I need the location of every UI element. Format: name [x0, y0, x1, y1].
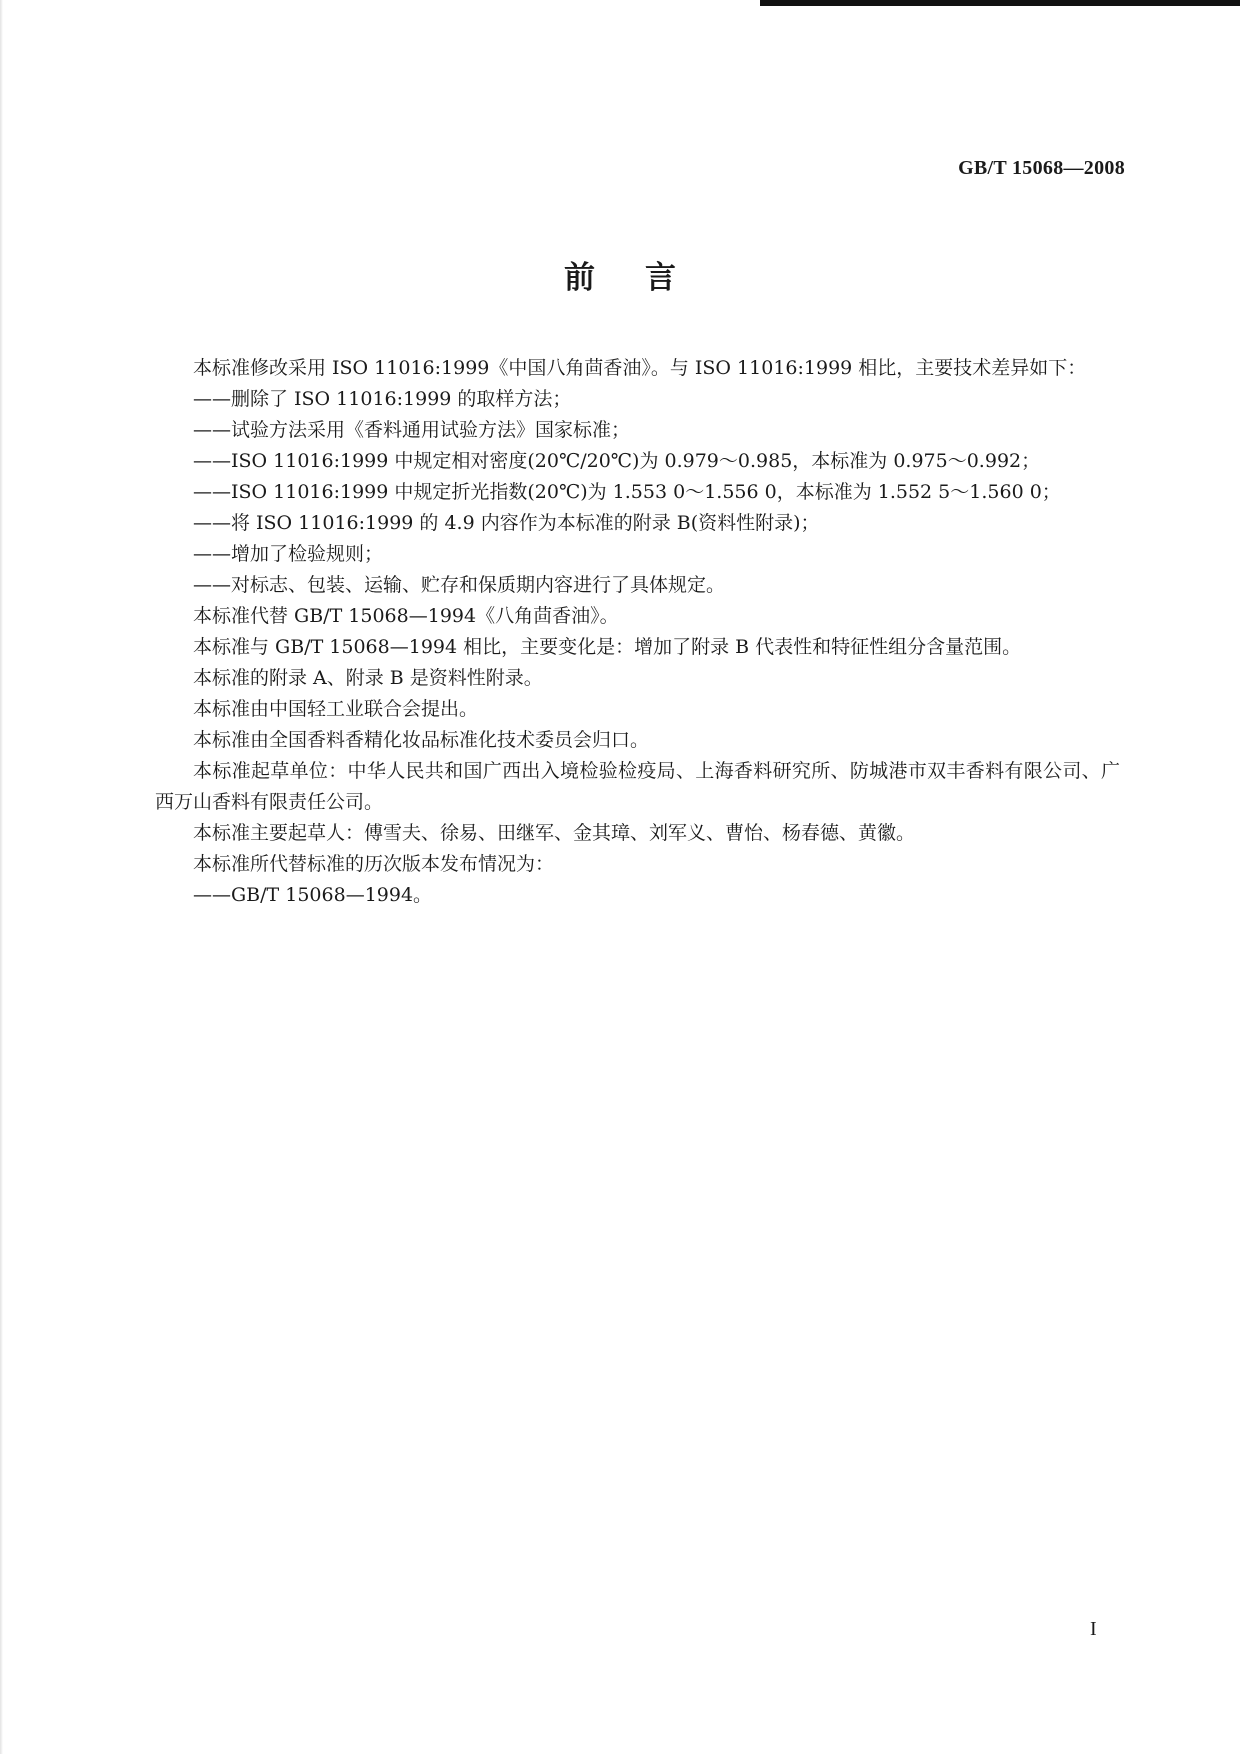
replaces-paragraph: 本标准代替 GB/T 15068—1994《八角茴香油》。 [193, 605, 619, 627]
difference-item: ——对标志、包装、运输、贮存和保质期内容进行了具体规定。 [193, 574, 726, 596]
drafting-units-paragraph: 本标准起草单位：中华人民共和国广西出入境检验检疫局、上海香料研究所、防城港市双丰香料有限公司、广西万山香料有限责任公司。 [155, 760, 1120, 813]
top-rule [760, 0, 1240, 6]
intro-paragraph: 本标准修改采用 ISO 11016:1999《中国八角茴香油》。与 ISO 11016:1999 相比，主要技术差异如下： [193, 357, 1087, 379]
changes-paragraph: 本标准与 GB/T 15068—1994 相比，主要变化是：增加了附录 B 代表性和特征性组分含量范围。 [193, 636, 1022, 658]
history-heading-paragraph: 本标准所代替标准的历次版本发布情况为： [193, 853, 555, 875]
drafters-paragraph: 本标准主要起草人：傅雪夫、徐易、田继军、金其璋、刘军义、曹怡、杨春德、黄徽。 [193, 822, 916, 844]
difference-item: ——ISO 11016:1999 中规定折光指数(20℃)为 1.553 0～1.556 0，本标准为 1.552 5～1.560 0； [193, 481, 1061, 503]
difference-item: ——试验方法采用《香料通用试验方法》国家标准； [193, 419, 631, 441]
difference-item: ——增加了检验规则； [193, 543, 384, 565]
difference-item: ——删除了 ISO 11016:1999 的取样方法； [193, 388, 572, 410]
history-item: ——GB/T 15068—1994。 [193, 884, 433, 906]
difference-item: ——将 ISO 11016:1999 的 4.9 内容作为本标准的附录 B(资料性附录)； [193, 512, 820, 534]
page-number: I [1090, 1618, 1097, 1640]
foreword-body [155, 353, 1120, 911]
annex-paragraph: 本标准的附录 A、附录 B 是资料性附录。 [193, 667, 543, 689]
proposer-paragraph: 本标准由中国轻工业联合会提出。 [193, 698, 479, 720]
committee-paragraph: 本标准由全国香料香精化妆品标准化技术委员会归口。 [193, 729, 650, 751]
page-title: 前言 [564, 260, 726, 296]
standard-number: GB/T 15068—2008 [958, 157, 1125, 179]
difference-item: ——ISO 11016:1999 中规定相对密度(20℃/20℃)为 0.979～0.985，本标准为 0.975～0.992； [193, 450, 1041, 472]
